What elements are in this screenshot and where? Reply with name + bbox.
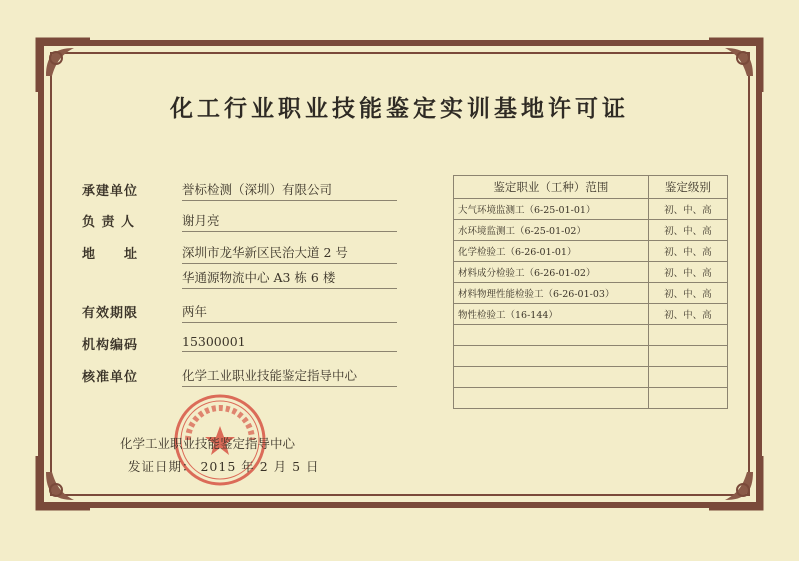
field-label: 机构编码 <box>82 338 139 353</box>
field-value: 两年 <box>182 302 397 323</box>
field-value: 化学工业职业技能鉴定指导中心 <box>182 366 397 387</box>
level-cell <box>648 367 727 388</box>
level-cell <box>648 325 727 346</box>
level-cell: 初、中、高 <box>648 241 727 262</box>
job-cell: 材料物理性能检验工（6-26-01-03） <box>454 283 649 304</box>
level-cell: 初、中、高 <box>648 220 727 241</box>
table-row <box>454 346 728 367</box>
issue-date: 发证日期： 2015 年 2 月 5 日 <box>128 459 320 474</box>
field-label: 有效期限 <box>82 306 139 321</box>
job-cell <box>454 346 649 367</box>
corner-ornament-icon <box>705 36 765 96</box>
table-header-row <box>454 176 728 199</box>
certificate-title: 化工行业职业技能鉴定实训基地许可证 <box>170 96 629 122</box>
table-row <box>454 262 728 283</box>
level-cell: 初、中、高 <box>648 283 727 304</box>
table-row <box>454 199 728 220</box>
table-row <box>454 283 728 304</box>
scope-table <box>453 175 728 409</box>
table-row <box>454 220 728 241</box>
column-header: 鉴定级别 <box>648 176 727 199</box>
level-cell <box>648 388 727 409</box>
corner-ornament-icon <box>34 452 94 512</box>
field-label: 承建单位 <box>82 184 139 199</box>
job-cell <box>454 367 649 388</box>
job-cell: 大气环境监测工（6-25-01-01） <box>454 199 649 220</box>
field-label: 核准单位 <box>82 370 139 385</box>
field-value: 华通源物流中心 A3 栋 6 楼 <box>182 268 397 289</box>
job-cell: 物性检验工（16-144） <box>454 304 649 325</box>
level-cell: 初、中、高 <box>648 304 727 325</box>
table-row <box>454 388 728 409</box>
job-cell <box>454 325 649 346</box>
field-value: 15300001 <box>182 334 397 352</box>
field-label: 地 址 <box>82 247 139 262</box>
field-value: 誉标检测（深圳）有限公司 <box>182 180 397 201</box>
level-cell <box>648 346 727 367</box>
table-row <box>454 325 728 346</box>
field-value: 深圳市龙华新区民治大道 2 号 <box>182 243 397 264</box>
level-cell: 初、中、高 <box>648 199 727 220</box>
field-label: 负 责 人 <box>82 215 136 230</box>
issuer-name: 化学工业职业技能鉴定指导中心 <box>120 436 296 451</box>
job-cell <box>454 388 649 409</box>
job-cell: 材料成分检验工（6-26-01-02） <box>454 262 649 283</box>
field-value: 谢月亮 <box>182 211 397 232</box>
table-row <box>454 241 728 262</box>
corner-ornament-icon <box>705 452 765 512</box>
table-row <box>454 304 728 325</box>
job-cell: 化学检验工（6-26-01-01） <box>454 241 649 262</box>
corner-ornament-icon <box>34 36 94 96</box>
table-row <box>454 367 728 388</box>
job-cell: 水环境监测工（6-25-01-02） <box>454 220 649 241</box>
level-cell: 初、中、高 <box>648 262 727 283</box>
column-header: 鉴定职业（工种）范围 <box>454 176 649 199</box>
